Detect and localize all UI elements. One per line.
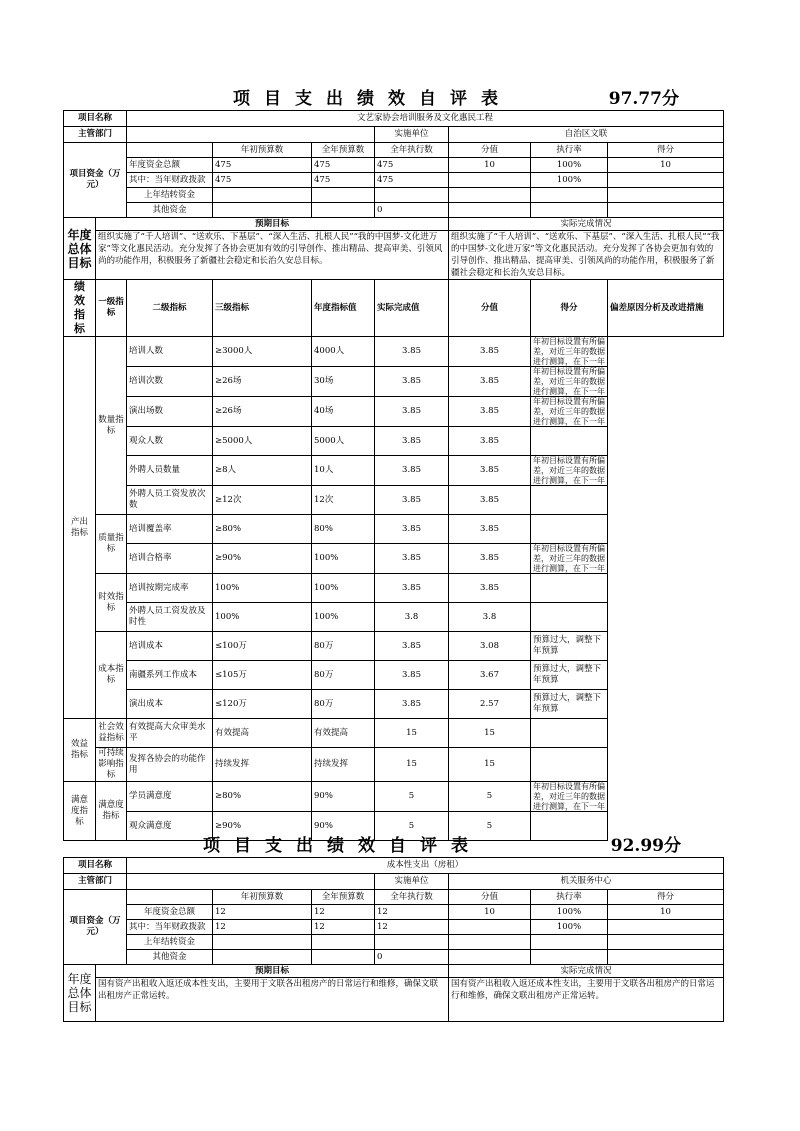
row-fiscal-text: 其中：当年财政拨款 bbox=[129, 174, 206, 185]
l3-cell: 外聘人员数量 bbox=[127, 456, 213, 486]
target-cell: ≥5000人 bbox=[213, 427, 312, 456]
carry-full-2 bbox=[312, 935, 375, 950]
l3-cell: 培训覆盖率 bbox=[127, 515, 213, 544]
hdr-l2: 二级指标 bbox=[127, 280, 213, 337]
actual-result-text-2: 国有资产出租收入返还成本性支出，主要用于文联各出租房产的日常运行和维修，确保文联出租房产正常运转。 bbox=[449, 978, 724, 1022]
fiscal-score-2 bbox=[449, 920, 531, 935]
perf-indicator-label bbox=[64, 280, 96, 337]
hdr-score: 分值 bbox=[449, 143, 531, 158]
carry-initial bbox=[213, 188, 312, 203]
actual-cell: 90% bbox=[312, 782, 375, 812]
reason-cell: 预算过大，调整下年预算 bbox=[531, 632, 608, 661]
other-rate-2 bbox=[531, 950, 608, 965]
title-bar-2 bbox=[63, 831, 723, 857]
hdr-rate-2: 执行率 bbox=[531, 890, 608, 905]
l3-cell: 学员满意度 bbox=[127, 782, 213, 812]
hdr-exec-2: 全年执行数 bbox=[375, 890, 449, 905]
l3-cell: 培训成本 bbox=[127, 632, 213, 661]
indicator-row bbox=[64, 486, 724, 515]
carry-initial-2 bbox=[213, 935, 312, 950]
fiscal-full: 475 bbox=[312, 173, 375, 188]
expected-goal-text-2: 国有资产出租收入返还成本性支出，主要用于文联各出租房产的日常运行和维修，确保文联出租房产正常运转。 bbox=[96, 978, 449, 1022]
target-cell: 100% bbox=[213, 603, 312, 632]
actual-cell: 80万 bbox=[312, 661, 375, 690]
target-cell: ≥80% bbox=[213, 782, 312, 812]
reason-cell bbox=[531, 515, 608, 544]
carry-score-2 bbox=[449, 935, 531, 950]
hdr-get: 得分 bbox=[608, 143, 724, 158]
actual-cell: 80万 bbox=[312, 690, 375, 719]
score-cell: 5 bbox=[375, 782, 449, 812]
fiscal-exec-2: 12 bbox=[375, 920, 449, 935]
other-exec: 0 bbox=[375, 203, 449, 218]
l2-timeliness: 时效指标 bbox=[96, 574, 127, 632]
score-cell: 3.85 bbox=[375, 456, 449, 486]
dept-label: 主管部门 bbox=[64, 127, 127, 143]
actual-cell: 100% bbox=[312, 544, 375, 574]
form-title-2: 项目支出绩效自评表 bbox=[203, 836, 482, 856]
l3-cell: 观众满意度 bbox=[127, 812, 213, 841]
fiscal-get-2 bbox=[608, 920, 724, 935]
total-exec: 475 bbox=[375, 158, 449, 173]
hdr-exec: 全年执行数 bbox=[375, 143, 449, 158]
carry-exec bbox=[375, 188, 449, 203]
hdr-initial-2: 年初预算数 bbox=[213, 890, 312, 905]
get-cell: 3.85 bbox=[449, 486, 531, 515]
l3-cell: 培训次数 bbox=[127, 367, 213, 397]
expected-goal-header: 预期目标 bbox=[96, 218, 449, 231]
total-get-2: 10 bbox=[608, 905, 724, 920]
get-cell: 3.85 bbox=[449, 427, 531, 456]
total-score-2: 10 bbox=[449, 905, 531, 920]
total-initial-2: 12 bbox=[213, 905, 312, 920]
reason-cell: 预算过大，调整下年预算 bbox=[531, 661, 608, 690]
get-cell: 2.57 bbox=[449, 690, 531, 719]
hdr-initial: 年初预算数 bbox=[213, 143, 312, 158]
hdr-rate: 执行率 bbox=[531, 143, 608, 158]
total-score: 97.77分 bbox=[608, 89, 679, 109]
score-cell: 3.85 bbox=[375, 397, 449, 427]
actual-cell: 5000人 bbox=[312, 427, 375, 456]
total-rate-2: 100% bbox=[531, 905, 608, 920]
carry-rate bbox=[531, 188, 608, 203]
target-cell: ≥26场 bbox=[213, 367, 312, 397]
row-fiscal-label bbox=[127, 173, 213, 188]
get-cell: 3.85 bbox=[449, 397, 531, 427]
get-cell: 15 bbox=[449, 748, 531, 782]
dept-value-2 bbox=[127, 874, 375, 890]
reason-cell: 预算过大，调整下年预算 bbox=[531, 690, 608, 719]
get-cell: 5 bbox=[449, 782, 531, 812]
l1-benefit-text: 效益指标 bbox=[70, 739, 88, 760]
l1-satisfaction-text: 满意度指标 bbox=[70, 794, 88, 827]
get-cell: 3.8 bbox=[449, 603, 531, 632]
actual-result-text: 组织实施了“千人培训”、“送欢乐、下基层”、“深入生活、扎根人民”“我的中国梦-文化进万家”等文化惠民活动。充分发挥了各协会更加有效的引导创作、推出精品、提高审美、引领风尚的功能作用，积极服务了新疆社会稳定和长治久安总目标。 bbox=[449, 231, 724, 280]
title-bar-1 bbox=[63, 84, 723, 110]
hdr-target: 年度指标值 bbox=[312, 280, 375, 337]
indicator-row bbox=[64, 632, 724, 661]
l3-cell: 外聘人员工资发放及时性 bbox=[127, 603, 213, 632]
hdr-l1: 一级指标 bbox=[96, 280, 127, 337]
l3-cell: 培训人数 bbox=[127, 337, 213, 367]
reason-cell bbox=[531, 719, 608, 748]
reason-text: 年初目标设置有所偏差，对近三年的数据进行测算，在下一年 bbox=[533, 544, 606, 573]
actual-cell: 100% bbox=[312, 603, 375, 632]
l3-cell: 演出场数 bbox=[127, 397, 213, 427]
funds-corner-2 bbox=[127, 890, 213, 905]
total-exec-2: 12 bbox=[375, 905, 449, 920]
get-cell: 3.08 bbox=[449, 632, 531, 661]
hdr-actual: 实际完成值 bbox=[375, 280, 449, 337]
row-carry-label: 上年结转资金 bbox=[127, 188, 213, 203]
reason-text: 年初目标设置有所偏差，对近三年的数据进行测算，在下一年 bbox=[533, 456, 606, 485]
target-cell: ≤100万 bbox=[213, 632, 312, 661]
l2-sustain: 可持续影响指标 bbox=[96, 748, 127, 782]
reason-cell bbox=[531, 486, 608, 515]
row-total-label-2: 年度资金总额 bbox=[127, 905, 213, 920]
carry-get-2 bbox=[608, 935, 724, 950]
get-cell: 3.85 bbox=[449, 337, 531, 367]
actual-cell: 12次 bbox=[312, 486, 375, 515]
score-cell: 3.85 bbox=[375, 661, 449, 690]
other-rate bbox=[531, 203, 608, 218]
other-score-2 bbox=[449, 950, 531, 965]
fiscal-exec: 475 bbox=[375, 173, 449, 188]
dept-label-2: 主管部门 bbox=[64, 874, 127, 890]
carry-rate-2 bbox=[531, 935, 608, 950]
reason-text: 年初目标设置有所偏差，对近三年的数据进行测算，在下一年 bbox=[533, 367, 606, 396]
hdr-score-col: 分值 bbox=[449, 280, 531, 337]
actual-cell: 40场 bbox=[312, 397, 375, 427]
target-cell: ≤105万 bbox=[213, 661, 312, 690]
reason-cell bbox=[531, 574, 608, 603]
target-cell: ≥26场 bbox=[213, 397, 312, 427]
hdr-get-2: 得分 bbox=[608, 890, 724, 905]
other-full-2 bbox=[312, 950, 375, 965]
actual-cell: 10人 bbox=[312, 456, 375, 486]
indicator-row bbox=[64, 397, 724, 427]
l3-cell: 外聘人员工资发放次数 bbox=[127, 486, 213, 515]
l3-cell: 培训合格率 bbox=[127, 544, 213, 574]
l1-output-text: 产出指标 bbox=[70, 516, 88, 538]
target-cell: 持续发挥 bbox=[213, 748, 312, 782]
score-cell: 3.85 bbox=[375, 574, 449, 603]
indicator-row bbox=[64, 748, 724, 782]
get-cell: 15 bbox=[449, 719, 531, 748]
hdr-l3: 三级指标 bbox=[213, 280, 312, 337]
expected-goal-text: 组织实施了“千人培训”、“送欢乐、下基层”、“深入生活、扎根人民”“我的中国梦-文化进万家”等文化惠民活动。充分发挥了各协会更加有效的引导创作、推出精品、提高审美、引领风尚的功能作用，积极服务了新疆社会稳定和长治久安总目标。 bbox=[96, 231, 449, 280]
get-cell: 3.85 bbox=[449, 367, 531, 397]
hdr-full-2: 全年预算数 bbox=[312, 890, 375, 905]
score-cell: 3.85 bbox=[375, 367, 449, 397]
evaluation-table-2 bbox=[63, 857, 724, 1022]
other-score bbox=[449, 203, 531, 218]
get-cell: 5 bbox=[449, 812, 531, 841]
indicator-row bbox=[64, 690, 724, 719]
actual-result-header: 实际完成情况 bbox=[449, 218, 724, 231]
total-score: 10 bbox=[449, 158, 531, 173]
l3-cell: 南疆系列工作成本 bbox=[127, 661, 213, 690]
l3-cell: 观众人数 bbox=[127, 427, 213, 456]
actual-cell: 80% bbox=[312, 515, 375, 544]
dept-value bbox=[127, 127, 375, 143]
fiscal-initial-2: 12 bbox=[213, 920, 312, 935]
carry-full bbox=[312, 188, 375, 203]
total-full-2: 12 bbox=[312, 905, 375, 920]
row-other-label-2: 其他资金 bbox=[127, 950, 213, 965]
other-exec-2: 0 bbox=[375, 950, 449, 965]
total-score-2: 92.99分 bbox=[610, 836, 681, 856]
l3-cell: 演出成本 bbox=[127, 690, 213, 719]
reason-cell bbox=[531, 748, 608, 782]
impl-unit-label-2: 实施单位 bbox=[375, 874, 449, 890]
get-cell: 3.85 bbox=[449, 515, 531, 544]
fiscal-rate-2: 100% bbox=[531, 920, 608, 935]
other-get-2 bbox=[608, 950, 724, 965]
target-cell: 100% bbox=[213, 574, 312, 603]
reason-cell bbox=[531, 397, 608, 427]
project-name-label: 项目名称 bbox=[64, 111, 127, 127]
indicator-row bbox=[64, 427, 724, 456]
score-cell: 3.85 bbox=[375, 544, 449, 574]
score-cell: 3.85 bbox=[375, 632, 449, 661]
l1-output bbox=[64, 337, 96, 719]
indicator-row bbox=[64, 337, 724, 367]
other-get bbox=[608, 203, 724, 218]
row-total-label: 年度资金总额 bbox=[127, 158, 213, 173]
actual-result-header-2: 实际完成情况 bbox=[449, 965, 724, 978]
indicator-row bbox=[64, 544, 724, 574]
row-carry-label-2: 上年结转资金 bbox=[127, 935, 213, 950]
row-fiscal-text-2: 其中：当年财政拨款 bbox=[129, 921, 206, 932]
get-cell: 3.85 bbox=[449, 456, 531, 486]
score-cell: 3.85 bbox=[375, 486, 449, 515]
row-other-label: 其他资金 bbox=[127, 203, 213, 218]
reason-cell bbox=[531, 337, 608, 367]
annual-goal-label: 年度总体目标 bbox=[64, 218, 96, 280]
reason-text: 年初目标设置有所偏差，对近三年的数据进行测算，在下一年 bbox=[533, 337, 606, 366]
l3-cell: 发挥各协会的功能作用 bbox=[127, 748, 213, 782]
l1-benefit bbox=[64, 719, 96, 782]
indicator-row bbox=[64, 456, 724, 486]
impl-unit-value: 自治区文联 bbox=[449, 127, 724, 143]
indicator-rows bbox=[64, 337, 724, 841]
l2-quantity: 数量指标 bbox=[96, 337, 127, 515]
other-initial-2 bbox=[213, 950, 312, 965]
hdr-reason: 偏差原因分析及改进措施 bbox=[608, 280, 724, 337]
hdr-get-col: 得分 bbox=[531, 280, 608, 337]
fiscal-full-2: 12 bbox=[312, 920, 375, 935]
indicator-row bbox=[64, 719, 724, 748]
hdr-score-2: 分值 bbox=[449, 890, 531, 905]
indicator-row bbox=[64, 603, 724, 632]
reason-cell bbox=[531, 367, 608, 397]
target-cell: ≥80% bbox=[213, 515, 312, 544]
project-name-label-2: 项目名称 bbox=[64, 858, 127, 874]
score-cell: 3.85 bbox=[375, 515, 449, 544]
score-cell: 3.8 bbox=[375, 603, 449, 632]
project-name-value-2: 成本性支出（房租） bbox=[127, 858, 724, 874]
target-cell: ≥90% bbox=[213, 812, 312, 841]
total-full: 475 bbox=[312, 158, 375, 173]
indicator-row bbox=[64, 661, 724, 690]
reason-cell bbox=[531, 603, 608, 632]
reason-text: 年初目标设置有所偏差，对近三年的数据进行测算，在下一年 bbox=[533, 397, 606, 426]
carry-score bbox=[449, 188, 531, 203]
row-fiscal-label-2 bbox=[127, 920, 213, 935]
hdr-full: 全年预算数 bbox=[312, 143, 375, 158]
impl-unit-label: 实施单位 bbox=[375, 127, 449, 143]
score-cell: 3.85 bbox=[375, 690, 449, 719]
target-cell: ≥12次 bbox=[213, 486, 312, 515]
indicator-row bbox=[64, 367, 724, 397]
total-initial: 475 bbox=[213, 158, 312, 173]
indicator-row bbox=[64, 782, 724, 812]
actual-cell: 有效提高 bbox=[312, 719, 375, 748]
reason-cell bbox=[531, 427, 608, 456]
score-cell: 3.85 bbox=[375, 427, 449, 456]
target-cell: 有效提高 bbox=[213, 719, 312, 748]
expected-goal-header-2: 预期目标 bbox=[96, 965, 449, 978]
reason-text: 年初目标设置有所偏差，对近三年的数据进行测算，在下一年 bbox=[533, 782, 606, 811]
l3-cell: 有效提高大众审美水平 bbox=[127, 719, 213, 748]
actual-cell: 30场 bbox=[312, 367, 375, 397]
actual-cell: 80万 bbox=[312, 632, 375, 661]
l2-satisfaction: 满意度指标 bbox=[96, 782, 127, 841]
actual-cell: 100% bbox=[312, 574, 375, 603]
reason-cell bbox=[531, 782, 608, 812]
fiscal-rate: 100% bbox=[531, 173, 608, 188]
l2-social: 社会效益指标 bbox=[96, 719, 127, 748]
score-cell: 15 bbox=[375, 719, 449, 748]
fiscal-get bbox=[608, 173, 724, 188]
reason-cell bbox=[531, 456, 608, 486]
evaluation-table-1 bbox=[63, 110, 724, 841]
perf-indicator-text: 绩效指标 bbox=[74, 280, 85, 335]
indicator-row bbox=[64, 574, 724, 603]
carry-get bbox=[608, 188, 724, 203]
target-cell: ≥90% bbox=[213, 544, 312, 574]
funds-corner bbox=[127, 143, 213, 158]
reason-cell bbox=[531, 544, 608, 574]
actual-cell: 90% bbox=[312, 812, 375, 841]
other-full bbox=[312, 203, 375, 218]
get-cell: 3.85 bbox=[449, 544, 531, 574]
actual-cell: 4000人 bbox=[312, 337, 375, 367]
get-cell: 3.85 bbox=[449, 574, 531, 603]
impl-unit-value-2: 机关服务中心 bbox=[449, 874, 724, 890]
l2-quality: 质量指标 bbox=[96, 515, 127, 574]
project-name-value: 文艺家协会培训服务及文化惠民工程 bbox=[127, 111, 724, 127]
actual-cell: 持续发挥 bbox=[312, 748, 375, 782]
indicator-row bbox=[64, 515, 724, 544]
score-cell: 5 bbox=[375, 812, 449, 841]
total-get: 10 bbox=[608, 158, 724, 173]
carry-exec-2 bbox=[375, 935, 449, 950]
target-cell: ≥8人 bbox=[213, 456, 312, 486]
l3-cell: 培训按期完成率 bbox=[127, 574, 213, 603]
score-cell: 3.85 bbox=[375, 337, 449, 367]
funds-label: 项目资金（万元） bbox=[64, 143, 127, 218]
get-cell: 3.67 bbox=[449, 661, 531, 690]
target-cell: ≤120万 bbox=[213, 690, 312, 719]
score-cell: 15 bbox=[375, 748, 449, 782]
total-rate: 100% bbox=[531, 158, 608, 173]
fiscal-score bbox=[449, 173, 531, 188]
l2-cost: 成本指标 bbox=[96, 632, 127, 719]
other-initial bbox=[213, 203, 312, 218]
funds-label-2: 项目资金（万元） bbox=[64, 890, 127, 965]
annual-goal-label-2: 年度总体目标 bbox=[64, 965, 96, 1022]
target-cell: ≥3000人 bbox=[213, 337, 312, 367]
form-title: 项目支出绩效自评表 bbox=[233, 89, 512, 109]
fiscal-initial: 475 bbox=[213, 173, 312, 188]
